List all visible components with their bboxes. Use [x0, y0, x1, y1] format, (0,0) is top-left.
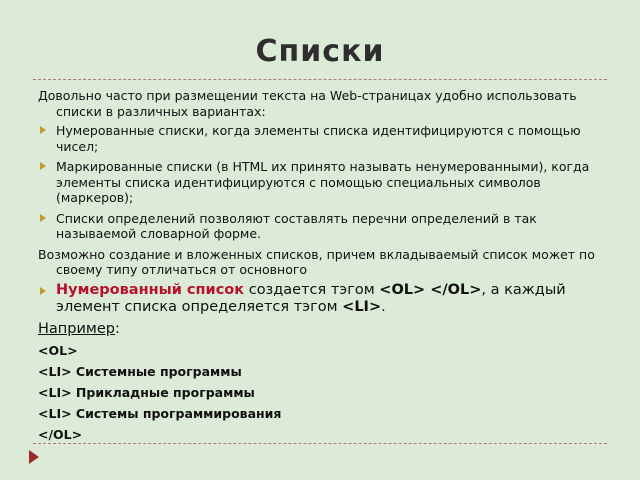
- slide-content: [38, 88, 604, 448]
- slide-title: Списки: [255, 34, 385, 69]
- code-line: </OL>: [38, 427, 83, 442]
- triangle-bullet-icon: [40, 162, 46, 170]
- ol-term: Нумерованный список: [56, 281, 245, 298]
- ol-tag: <OL> </OL>: [379, 281, 482, 298]
- ol-list-item: [38, 282, 604, 316]
- ol-text-2: , а каждый элемент списка определяется тэгом: [56, 281, 566, 315]
- list-item: [38, 159, 604, 206]
- intro-paragraph: Довольно часто при размещении текста на Web-страницах удобно использовать списки в различных вариантах:: [38, 88, 577, 119]
- ol-text-3: .: [381, 298, 386, 315]
- play-icon[interactable]: [29, 450, 39, 464]
- bullet-text: Маркированные списки (в HTML их принято называть ненумерованными), когда элементы списка идентифицируются с помощью специальных символов (маркеров);: [56, 159, 590, 205]
- bullet-text: Нумерованные списки, когда элементы списка идентифицируются с помощью чисел;: [56, 123, 581, 154]
- ol-text-1: создается тэгом: [244, 281, 380, 298]
- code-line: <LI> Системные программы: [38, 364, 242, 379]
- example-heading: [38, 322, 604, 338]
- code-line: <LI> Прикладные программы: [38, 385, 255, 400]
- example-colon: :: [114, 320, 120, 337]
- list-item: [38, 211, 604, 242]
- code-line: <OL>: [38, 343, 78, 358]
- triangle-bullet-icon: [40, 126, 46, 134]
- code-line: <LI> Системы программирования: [38, 406, 282, 421]
- top-divider: [33, 79, 607, 80]
- nested-note-paragraph: Возможно создание и вложенных списков, причем вкладываемый список может по своему типу отличаться от основного: [38, 246, 595, 277]
- triangle-bullet-icon: [40, 214, 46, 222]
- bottom-divider: [33, 443, 607, 444]
- triangle-bullet-icon: [40, 287, 46, 295]
- li-tag: <LI>: [342, 298, 382, 315]
- bullet-text: Списки определений позволяют составлять перечни определений в так называемой словарной форме.: [56, 210, 537, 241]
- list-item: [38, 123, 604, 154]
- example-label: Например: [38, 320, 115, 337]
